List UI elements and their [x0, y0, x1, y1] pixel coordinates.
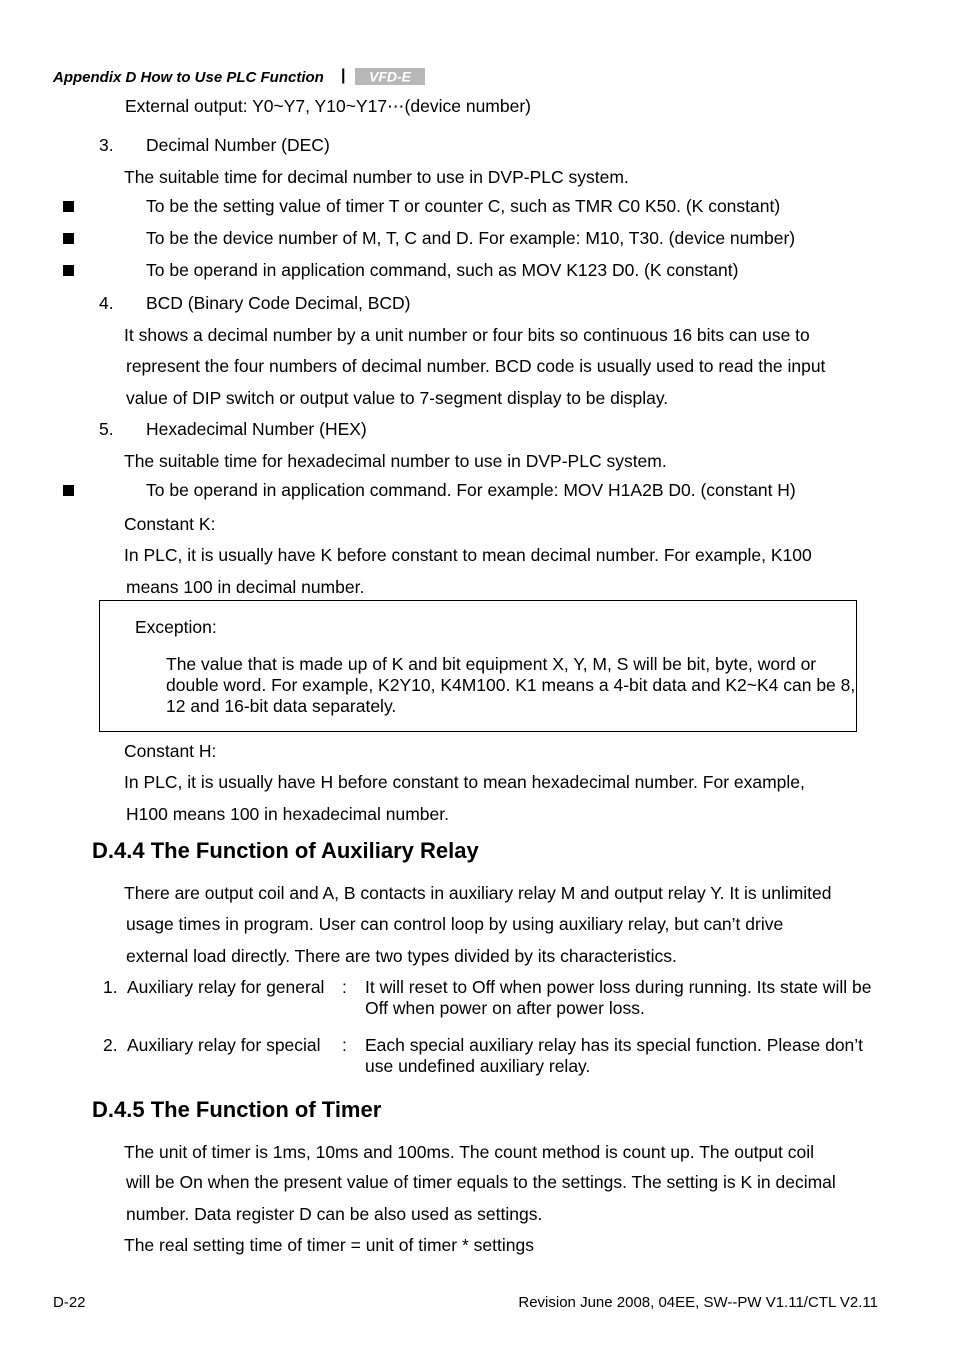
- paragraph-line: The suitable time for decimal number to use in DVP-PLC system.: [124, 167, 629, 187]
- paragraph-line: It shows a decimal number by a unit number or four bits so continuous 16 bits can use to: [124, 325, 810, 345]
- item-title-bcd: BCD (Binary Code Decimal, BCD): [146, 293, 411, 313]
- relay-item-colon: :: [342, 1035, 347, 1055]
- relay-item-number: 1.: [103, 977, 118, 997]
- relay-item-desc: Each special auxiliary relay has its special function. Please don’t use undefined auxiliary relay.: [365, 1035, 864, 1076]
- section-heading-auxiliary-relay: D.4.4 The Function of Auxiliary Relay: [92, 838, 479, 863]
- square-bullet-icon: [63, 485, 74, 496]
- paragraph-line: H100 means 100 in hexadecimal number.: [126, 804, 449, 824]
- item-number: 3.: [99, 135, 114, 155]
- paragraph-line: external load directly. There are two types divided by its characteristics.: [126, 946, 677, 966]
- square-bullet-icon: [63, 265, 74, 276]
- item-title-hex: Hexadecimal Number (HEX): [146, 419, 367, 439]
- paragraph-line: means 100 in decimal number.: [126, 577, 365, 597]
- relay-item-desc: It will reset to Off when power loss during running. Its state will be Off when power on after power loss.: [365, 977, 872, 1018]
- bullet-text: To be operand in application command. For example: MOV H1A2B D0. (constant H): [146, 480, 796, 500]
- item-number: 4.: [99, 293, 114, 313]
- external-output-line: External output: Y0~Y7, Y10~Y17⋯(device number): [125, 96, 531, 116]
- paragraph-line: will be On when the present value of timer equals to the settings. The setting is K in decimal: [126, 1172, 836, 1192]
- relay-item-number: 2.: [103, 1035, 118, 1055]
- relay-item-label: Auxiliary relay for general: [127, 977, 325, 997]
- paragraph-line: value of DIP switch or output value to 7-segment display to be display.: [126, 388, 669, 408]
- square-bullet-icon: [63, 201, 74, 212]
- exception-box: [99, 600, 857, 732]
- bullet-text: To be operand in application command, such as MOV K123 D0. (K constant): [146, 260, 739, 280]
- svg-text:VFD-E: VFD-E: [369, 68, 411, 85]
- paragraph-line: The real setting time of timer = unit of timer * settings: [124, 1235, 534, 1255]
- section-heading-timer: D.4.5 The Function of Timer: [92, 1097, 382, 1122]
- paragraph-line: represent the four numbers of decimal number. BCD code is usually used to read the input: [126, 356, 826, 376]
- bullet-text: To be the device number of M, T, C and D. For example: M10, T30. (device number): [146, 228, 796, 248]
- item-number: 5.: [99, 419, 114, 439]
- paragraph-line: number. Data register D can be also used as settings.: [126, 1204, 543, 1224]
- paragraph-line: The unit of timer is 1ms, 10ms and 100ms. The count method is count up. The output coil: [124, 1142, 814, 1162]
- paragraph-line: In PLC, it is usually have H before constant to mean hexadecimal number. For example,: [124, 772, 805, 792]
- page-number: D-22: [53, 1294, 86, 1311]
- relay-item-colon: :: [342, 977, 347, 997]
- vfd-e-logo-graphic: [355, 68, 425, 85]
- exception-label: Exception:: [135, 617, 217, 637]
- paragraph-line: There are output coil and A, B contacts in auxiliary relay M and output relay Y. It is unlimited: [124, 883, 832, 903]
- constant-k-label: Constant K:: [124, 514, 216, 534]
- item-title-decimal: Decimal Number (DEC): [146, 135, 330, 155]
- exception-text: The value that is made up of K and bit equipment X, Y, M, S will be bit, byte, word or double word. For example, K2Y10, K4M100. K1 means a 4-bit data and K2~K4 can be 8, 12 and 16-bit data separately.: [166, 654, 856, 716]
- paragraph-line: usage times in program. User can control loop by using auxiliary relay, but can’t drive: [126, 914, 784, 934]
- constant-h-label: Constant H:: [124, 741, 217, 761]
- vfd-e-logo: [355, 68, 425, 85]
- revision-info: Revision June 2008, 04EE, SW--PW V1.11/CTL V2.11: [518, 1294, 878, 1311]
- header-separator: |: [341, 67, 346, 84]
- square-bullet-icon: [63, 233, 74, 244]
- paragraph-line: In PLC, it is usually have K before constant to mean decimal number. For example, K100: [124, 545, 812, 565]
- paragraph-line: The suitable time for hexadecimal number to use in DVP-PLC system.: [124, 451, 667, 471]
- relay-item-label: Auxiliary relay for special: [127, 1035, 321, 1055]
- bullet-text: To be the setting value of timer T or counter C, such as TMR C0 K50. (K constant): [146, 196, 781, 216]
- running-header: Appendix D How to Use PLC Function: [53, 69, 324, 86]
